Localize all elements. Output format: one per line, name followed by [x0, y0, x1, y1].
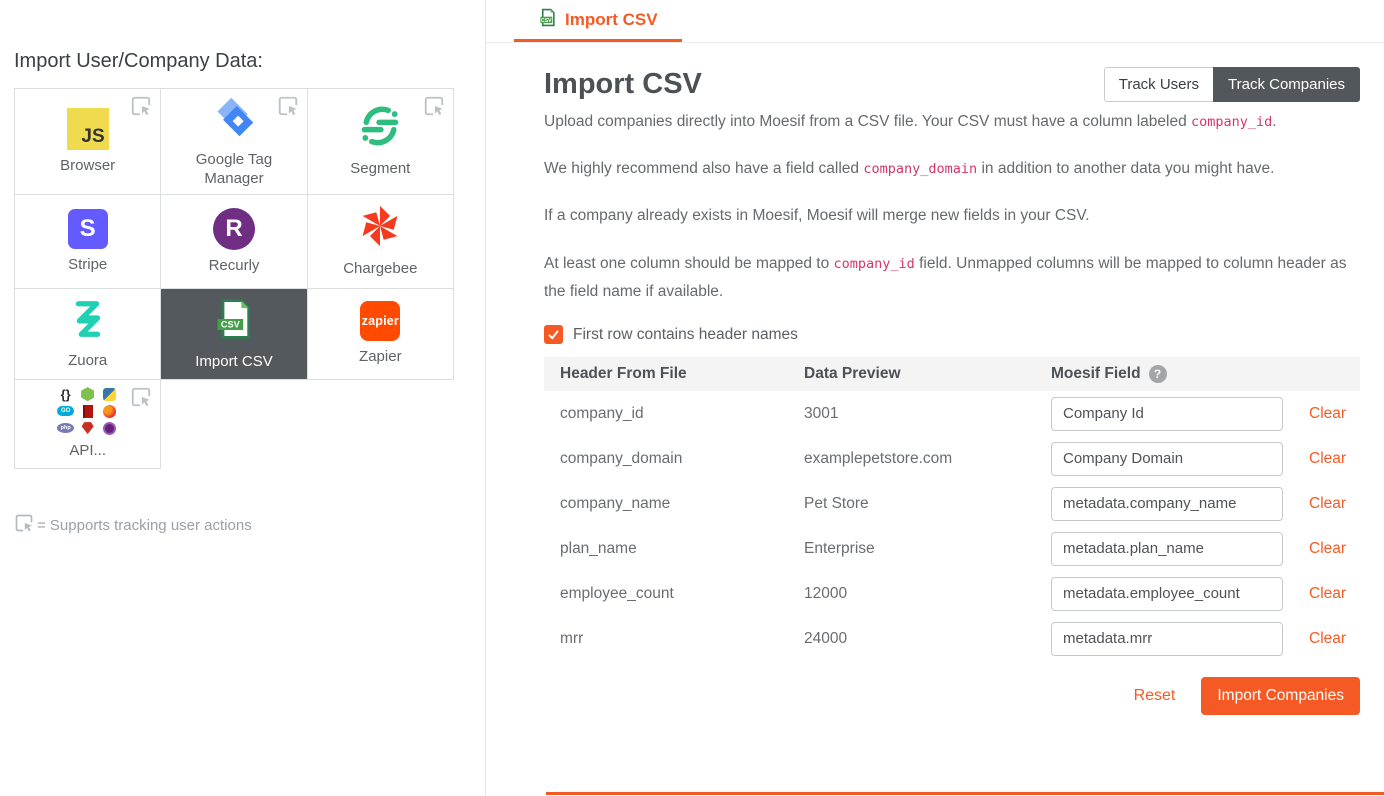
tile-recurly[interactable] — [161, 195, 307, 289]
paragraph-text: Upload companies directly into Moesif from a CSV file. Your CSV must have a column labeled — [544, 113, 1192, 130]
sidebar-heading: Import User/Company Data: — [14, 50, 263, 72]
csv-file-icon — [538, 8, 557, 32]
java-icon — [103, 404, 117, 418]
track-companies-button[interactable]: Track Companies — [1213, 67, 1360, 102]
segment-logo-icon — [358, 104, 402, 153]
tile-api[interactable] — [15, 380, 161, 469]
recommend-paragraph — [544, 155, 1349, 183]
tile-browser[interactable] — [15, 89, 161, 195]
javascript-logo-icon: JS — [67, 108, 109, 150]
import-csv-panel — [486, 0, 1384, 796]
section-divider-accent — [546, 792, 1384, 795]
clear-link[interactable]: Clear — [1309, 494, 1347, 512]
api-languages-icon — [57, 387, 118, 435]
table-row — [544, 481, 1360, 526]
track-users-button[interactable]: Track Users — [1104, 67, 1213, 102]
paragraph-text: At least one column should be mapped to — [544, 254, 834, 272]
table-row — [544, 436, 1360, 481]
tile-stripe[interactable] — [15, 195, 161, 289]
moesif-field-input[interactable] — [1051, 532, 1283, 566]
clear-link[interactable]: Clear — [1309, 449, 1347, 467]
data-preview-cell: 24000 — [804, 629, 848, 647]
tab-import-csv[interactable] — [514, 0, 682, 42]
tile-zuora[interactable] — [15, 289, 161, 380]
csv-header-cell: mrr — [560, 629, 584, 647]
clear-link[interactable]: Clear — [1309, 539, 1347, 557]
tab-label: Import CSV — [565, 9, 658, 29]
inline-code-company-domain: company_domain — [863, 161, 978, 178]
recurly-logo-icon: R — [213, 208, 255, 250]
csv-header-cell: plan_name — [560, 539, 637, 557]
tile-label: Import CSV — [195, 352, 273, 370]
data-preview-cell: 3001 — [804, 404, 839, 422]
tile-label: Recurly — [208, 256, 260, 274]
tracking-legend-text: = Supports tracking user actions — [37, 516, 252, 534]
table-header-row — [544, 357, 1360, 391]
moesif-field-input[interactable] — [1051, 487, 1283, 521]
data-preview-cell: Pet Store — [804, 494, 869, 512]
tile-google-tag-manager[interactable] — [161, 89, 307, 195]
integrations-sidebar — [0, 0, 486, 796]
col-header-from-file: Header From File — [560, 365, 687, 383]
json-braces-icon: {} — [60, 386, 71, 402]
tile-label: Zapier — [359, 348, 402, 366]
csv-header-cell: company_id — [560, 404, 644, 422]
tab-bar — [486, 0, 1384, 43]
table-footer-actions — [544, 677, 1360, 715]
csv-header-cell: company_domain — [560, 449, 683, 467]
data-preview-cell: 12000 — [804, 584, 848, 602]
reset-link[interactable]: Reset — [1133, 687, 1176, 705]
help-icon[interactable]: ? — [1149, 365, 1167, 383]
checkbox-label: First row contains header names — [573, 325, 798, 343]
col-moesif-field-label: Moesif Field — [1051, 365, 1141, 383]
inline-code-company-id: company_id — [1191, 114, 1273, 130]
clear-link[interactable]: Clear — [1309, 629, 1347, 647]
page-title: Import CSV — [544, 68, 702, 100]
google-tag-manager-logo-icon — [212, 95, 256, 144]
clear-link[interactable]: Clear — [1309, 404, 1347, 422]
moesif-field-input[interactable] — [1051, 442, 1283, 476]
tile-label: Google Tag Manager — [195, 150, 273, 187]
csv-header-cell: employee_count — [560, 584, 674, 602]
golang-icon: GO — [57, 406, 74, 416]
paragraph-text: We highly recommend also have a field called — [544, 160, 864, 178]
table-row — [544, 526, 1360, 571]
csv-band-label: CSV — [541, 17, 552, 24]
csharp-icon — [103, 421, 117, 435]
inline-code-company-id: company_id — [833, 255, 915, 272]
zapier-logo-icon: zapier — [360, 301, 400, 341]
python-icon — [103, 387, 117, 401]
track-mode-toggle — [1104, 67, 1360, 102]
csv-header-cell: company_name — [560, 494, 671, 512]
tile-chargebee[interactable] — [308, 195, 454, 289]
data-preview-cell: Enterprise — [804, 539, 875, 557]
integration-tile-grid — [14, 88, 454, 469]
tile-zapier[interactable] — [308, 289, 454, 380]
table-row — [544, 391, 1360, 436]
table-row — [544, 571, 1360, 616]
tracking-cursor-icon — [423, 95, 445, 122]
column-mapping-table — [544, 357, 1360, 661]
header-row-checkbox[interactable] — [544, 325, 563, 344]
tile-label: Zuora — [68, 351, 108, 369]
moesif-field-input[interactable] — [1051, 622, 1283, 656]
csv-file-icon — [212, 297, 256, 346]
csv-band-label: CSV — [220, 319, 240, 330]
clear-link[interactable]: Clear — [1309, 584, 1347, 602]
paragraph-text: field. Unmapped columns will be mapped to column header as the field name if available. — [544, 254, 1347, 300]
tile-label: API... — [69, 442, 106, 460]
rails-icon — [81, 404, 95, 418]
import-companies-button[interactable]: Import Companies — [1201, 677, 1360, 715]
header-row-checkbox-row — [544, 325, 1360, 344]
tracking-cursor-icon — [130, 95, 152, 122]
tile-segment[interactable] — [308, 89, 454, 195]
moesif-field-input[interactable] — [1051, 397, 1283, 431]
ruby-icon — [81, 421, 95, 435]
tile-label: Browser — [60, 156, 116, 174]
paragraph-text: in addition to another data you might have. — [977, 160, 1275, 178]
moesif-field-input[interactable] — [1051, 577, 1283, 611]
chargebee-logo-icon — [358, 204, 402, 253]
stripe-logo-icon: S — [68, 209, 108, 249]
tile-label: Segment — [350, 160, 411, 178]
php-icon: php — [57, 423, 74, 433]
intro-paragraph — [544, 108, 1349, 136]
table-row — [544, 616, 1360, 661]
merge-paragraph: If a company already exists in Moesif, Moesif will merge new fields in your CSV. — [544, 207, 1090, 225]
data-preview-cell: examplepetstore.com — [804, 449, 953, 467]
main-content — [486, 67, 1384, 715]
paragraph-text: . — [1272, 113, 1277, 130]
tile-label: Stripe — [68, 255, 108, 273]
tracking-legend — [14, 513, 485, 537]
mapping-paragraph — [544, 250, 1349, 306]
tracking-cursor-icon — [277, 95, 299, 122]
tile-import-csv[interactable] — [161, 289, 307, 380]
zuora-logo-icon — [65, 298, 111, 345]
tracking-cursor-icon — [130, 386, 152, 413]
col-data-preview: Data Preview — [804, 365, 901, 383]
tracking-cursor-icon — [14, 513, 34, 537]
col-moesif-field — [1051, 365, 1360, 383]
nodejs-icon — [81, 387, 95, 401]
tile-label: Chargebee — [343, 260, 418, 278]
